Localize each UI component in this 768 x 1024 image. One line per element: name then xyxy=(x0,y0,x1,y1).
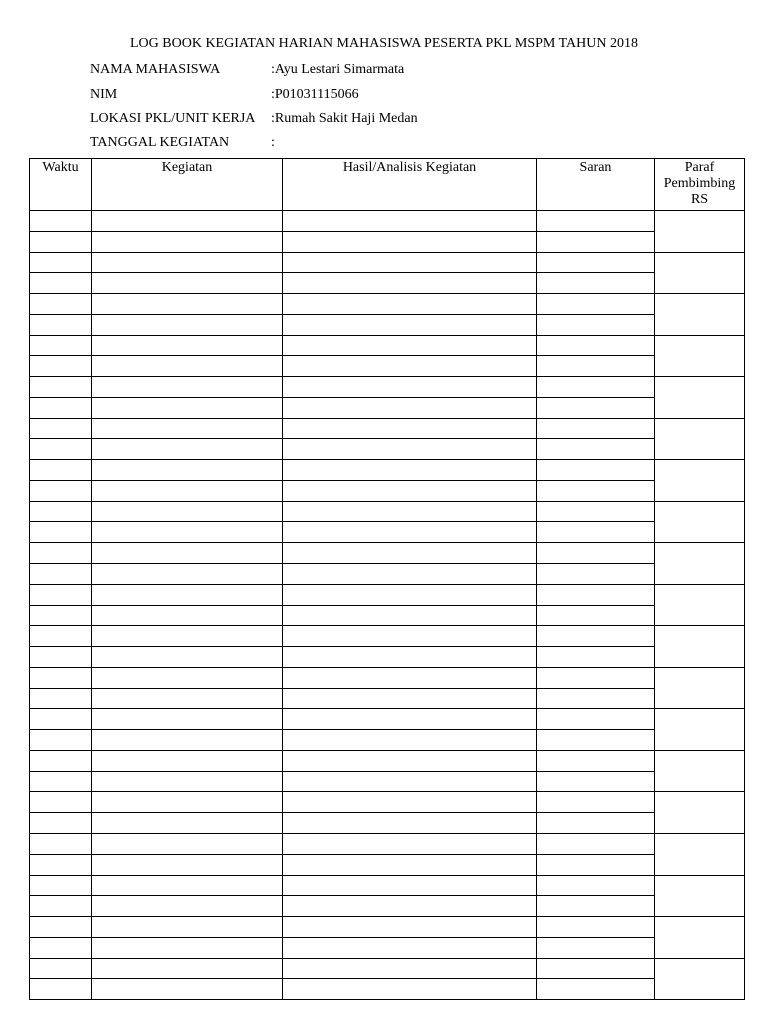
cell-waktu[interactable] xyxy=(30,730,92,751)
cell-hasil[interactable] xyxy=(283,709,537,730)
cell-kegiatan[interactable] xyxy=(92,397,283,418)
cell-hasil[interactable] xyxy=(283,522,537,543)
cell-saran[interactable] xyxy=(537,709,655,730)
table-row xyxy=(30,480,745,501)
cell-waktu[interactable] xyxy=(30,833,92,854)
cell-waktu[interactable] xyxy=(30,397,92,418)
table-row xyxy=(30,667,745,688)
cell-waktu[interactable] xyxy=(30,979,92,1000)
cell-hasil[interactable] xyxy=(283,356,537,377)
table-row xyxy=(30,397,745,418)
table-row xyxy=(30,252,745,273)
cell-saran[interactable] xyxy=(537,730,655,751)
cell-paraf[interactable] xyxy=(655,294,745,336)
header-saran: Saran xyxy=(537,159,655,211)
cell-saran[interactable] xyxy=(537,252,655,273)
table-row xyxy=(30,211,745,232)
table-row xyxy=(30,833,745,854)
cell-waktu[interactable] xyxy=(30,252,92,273)
cell-saran[interactable] xyxy=(537,543,655,564)
table-row xyxy=(30,231,745,252)
table-row xyxy=(30,418,745,439)
cell-hasil[interactable] xyxy=(283,564,537,585)
table-row xyxy=(30,439,745,460)
cell-kegiatan[interactable] xyxy=(92,564,283,585)
cell-saran[interactable] xyxy=(537,356,655,377)
cell-kegiatan[interactable] xyxy=(92,294,283,315)
cell-kegiatan[interactable] xyxy=(92,522,283,543)
table-row xyxy=(30,647,745,668)
cell-hasil[interactable] xyxy=(283,480,537,501)
cell-hasil[interactable] xyxy=(283,252,537,273)
cell-waktu[interactable] xyxy=(30,958,92,979)
cell-waktu[interactable] xyxy=(30,896,92,917)
cell-hasil[interactable] xyxy=(283,979,537,1000)
cell-waktu[interactable] xyxy=(30,501,92,522)
cell-hasil[interactable] xyxy=(283,439,537,460)
table-row xyxy=(30,813,745,834)
cell-saran[interactable] xyxy=(537,273,655,294)
log-table xyxy=(29,158,745,1000)
table-row xyxy=(30,294,745,315)
info-label-nama: NAMA MAHASISWA xyxy=(90,62,221,77)
cell-kegiatan[interactable] xyxy=(92,480,283,501)
cell-hasil[interactable] xyxy=(283,314,537,335)
cell-kegiatan[interactable] xyxy=(92,252,283,273)
cell-saran[interactable] xyxy=(537,314,655,335)
cell-saran[interactable] xyxy=(537,418,655,439)
table-row xyxy=(30,771,745,792)
cell-saran[interactable] xyxy=(537,792,655,813)
table-row xyxy=(30,875,745,896)
cell-saran[interactable] xyxy=(537,397,655,418)
cell-waktu[interactable] xyxy=(30,543,92,564)
cell-saran[interactable] xyxy=(537,501,655,522)
cell-hasil[interactable] xyxy=(283,688,537,709)
cell-paraf[interactable] xyxy=(655,543,745,585)
cell-saran[interactable] xyxy=(537,626,655,647)
cell-kegiatan[interactable] xyxy=(92,854,283,875)
cell-waktu[interactable] xyxy=(30,709,92,730)
cell-saran[interactable] xyxy=(537,480,655,501)
cell-waktu[interactable] xyxy=(30,335,92,356)
cell-kegiatan[interactable] xyxy=(92,356,283,377)
cell-paraf[interactable] xyxy=(655,626,745,668)
cell-waktu[interactable] xyxy=(30,294,92,315)
table-row xyxy=(30,730,745,751)
cell-paraf[interactable] xyxy=(655,750,745,792)
table-body xyxy=(30,211,745,1000)
table-row xyxy=(30,896,745,917)
cell-hasil[interactable] xyxy=(283,335,537,356)
cell-paraf[interactable] xyxy=(655,501,745,543)
cell-hasil[interactable] xyxy=(283,294,537,315)
cell-kegiatan[interactable] xyxy=(92,875,283,896)
header-waktu: Waktu xyxy=(30,159,92,211)
cell-waktu[interactable] xyxy=(30,584,92,605)
cell-waktu[interactable] xyxy=(30,231,92,252)
cell-waktu[interactable] xyxy=(30,917,92,938)
cell-saran[interactable] xyxy=(537,875,655,896)
cell-kegiatan[interactable] xyxy=(92,937,283,958)
cell-hasil[interactable] xyxy=(283,231,537,252)
cell-waktu[interactable] xyxy=(30,813,92,834)
cell-paraf[interactable] xyxy=(655,833,745,875)
table-row xyxy=(30,522,745,543)
cell-paraf[interactable] xyxy=(655,709,745,751)
cell-hasil[interactable] xyxy=(283,273,537,294)
cell-hasil[interactable] xyxy=(283,605,537,626)
table-row xyxy=(30,750,745,771)
cell-paraf[interactable] xyxy=(655,460,745,502)
cell-kegiatan[interactable] xyxy=(92,833,283,854)
table-row xyxy=(30,501,745,522)
cell-waktu[interactable] xyxy=(30,314,92,335)
cell-saran[interactable] xyxy=(537,688,655,709)
cell-waktu[interactable] xyxy=(30,211,92,232)
cell-waktu[interactable] xyxy=(30,522,92,543)
cell-waktu[interactable] xyxy=(30,356,92,377)
cell-kegiatan[interactable] xyxy=(92,688,283,709)
header-paraf: Paraf Pembimbing RS xyxy=(655,159,745,211)
cell-kegiatan[interactable] xyxy=(92,439,283,460)
table-row xyxy=(30,688,745,709)
cell-kegiatan[interactable] xyxy=(92,730,283,751)
cell-saran[interactable] xyxy=(537,439,655,460)
cell-hasil[interactable] xyxy=(283,501,537,522)
cell-kegiatan[interactable] xyxy=(92,377,283,398)
cell-hasil[interactable] xyxy=(283,958,537,979)
table-row xyxy=(30,854,745,875)
cell-paraf[interactable] xyxy=(655,252,745,294)
cell-saran[interactable] xyxy=(537,750,655,771)
cell-kegiatan[interactable] xyxy=(92,958,283,979)
cell-kegiatan[interactable] xyxy=(92,750,283,771)
cell-waktu[interactable] xyxy=(30,626,92,647)
cell-kegiatan[interactable] xyxy=(92,605,283,626)
cell-saran[interactable] xyxy=(537,522,655,543)
table-row xyxy=(30,377,745,398)
cell-saran[interactable] xyxy=(537,771,655,792)
table-row xyxy=(30,314,745,335)
cell-kegiatan[interactable] xyxy=(92,335,283,356)
cell-waktu[interactable] xyxy=(30,564,92,585)
cell-kegiatan[interactable] xyxy=(92,418,283,439)
table-row xyxy=(30,979,745,1000)
cell-saran[interactable] xyxy=(537,854,655,875)
info-value-lokasi: :Rumah Sakit Haji Medan xyxy=(271,111,418,126)
cell-hasil[interactable] xyxy=(283,813,537,834)
table-row xyxy=(30,273,745,294)
info-value-nama: :Ayu Lestari Simarmata xyxy=(271,62,405,77)
cell-kegiatan[interactable] xyxy=(92,979,283,1000)
cell-saran[interactable] xyxy=(537,896,655,917)
cell-paraf[interactable] xyxy=(655,211,745,253)
cell-kegiatan[interactable] xyxy=(92,813,283,834)
cell-paraf[interactable] xyxy=(655,667,745,709)
cell-saran[interactable] xyxy=(537,979,655,1000)
cell-kegiatan[interactable] xyxy=(92,211,283,232)
cell-saran[interactable] xyxy=(537,460,655,481)
cell-hasil[interactable] xyxy=(283,418,537,439)
document-title: LOG BOOK KEGIATAN HARIAN MAHASISWA PESERTA PKL MSPM TAHUN 2018 xyxy=(130,36,638,51)
cell-hasil[interactable] xyxy=(283,917,537,938)
cell-waktu[interactable] xyxy=(30,377,92,398)
info-label-tanggal: TANGGAL KEGIATAN xyxy=(90,135,230,150)
table-row xyxy=(30,335,745,356)
cell-waktu[interactable] xyxy=(30,792,92,813)
table-row xyxy=(30,584,745,605)
cell-hasil[interactable] xyxy=(283,730,537,751)
cell-hasil[interactable] xyxy=(283,647,537,668)
cell-paraf[interactable] xyxy=(655,418,745,460)
table-row xyxy=(30,564,745,585)
cell-kegiatan[interactable] xyxy=(92,896,283,917)
cell-saran[interactable] xyxy=(537,335,655,356)
cell-saran[interactable] xyxy=(537,605,655,626)
info-value-nim: :P01031115066 xyxy=(271,87,359,102)
cell-paraf[interactable] xyxy=(655,917,745,959)
cell-hasil[interactable] xyxy=(283,875,537,896)
cell-waktu[interactable] xyxy=(30,771,92,792)
cell-waktu[interactable] xyxy=(30,605,92,626)
cell-paraf[interactable] xyxy=(655,377,745,419)
cell-waktu[interactable] xyxy=(30,688,92,709)
cell-kegiatan[interactable] xyxy=(92,647,283,668)
cell-hasil[interactable] xyxy=(283,792,537,813)
cell-saran[interactable] xyxy=(537,958,655,979)
cell-hasil[interactable] xyxy=(283,833,537,854)
cell-saran[interactable] xyxy=(537,377,655,398)
cell-paraf[interactable] xyxy=(655,335,745,377)
cell-saran[interactable] xyxy=(537,647,655,668)
cell-waktu[interactable] xyxy=(30,460,92,481)
cell-waktu[interactable] xyxy=(30,750,92,771)
cell-paraf[interactable] xyxy=(655,875,745,917)
cell-hasil[interactable] xyxy=(283,211,537,232)
cell-kegiatan[interactable] xyxy=(92,231,283,252)
cell-hasil[interactable] xyxy=(283,377,537,398)
table-row xyxy=(30,917,745,938)
cell-hasil[interactable] xyxy=(283,460,537,481)
table-row xyxy=(30,709,745,730)
cell-saran[interactable] xyxy=(537,211,655,232)
cell-paraf[interactable] xyxy=(655,792,745,834)
cell-hasil[interactable] xyxy=(283,397,537,418)
cell-hasil[interactable] xyxy=(283,896,537,917)
cell-waktu[interactable] xyxy=(30,647,92,668)
cell-waktu[interactable] xyxy=(30,875,92,896)
cell-waktu[interactable] xyxy=(30,854,92,875)
cell-waktu[interactable] xyxy=(30,273,92,294)
cell-kegiatan[interactable] xyxy=(92,460,283,481)
cell-kegiatan[interactable] xyxy=(92,709,283,730)
cell-paraf[interactable] xyxy=(655,958,745,1000)
cell-saran[interactable] xyxy=(537,294,655,315)
cell-hasil[interactable] xyxy=(283,626,537,647)
info-value-tanggal: : xyxy=(271,135,275,150)
header-kegiatan: Kegiatan xyxy=(92,159,283,211)
table-row xyxy=(30,792,745,813)
cell-saran[interactable] xyxy=(537,564,655,585)
cell-hasil[interactable] xyxy=(283,771,537,792)
cell-hasil[interactable] xyxy=(283,584,537,605)
table-row xyxy=(30,356,745,377)
cell-waktu[interactable] xyxy=(30,937,92,958)
cell-hasil[interactable] xyxy=(283,543,537,564)
cell-kegiatan[interactable] xyxy=(92,792,283,813)
cell-waktu[interactable] xyxy=(30,439,92,460)
cell-kegiatan[interactable] xyxy=(92,626,283,647)
cell-waktu[interactable] xyxy=(30,667,92,688)
table-row xyxy=(30,543,745,564)
cell-kegiatan[interactable] xyxy=(92,501,283,522)
cell-waktu[interactable] xyxy=(30,480,92,501)
cell-saran[interactable] xyxy=(537,813,655,834)
table-header-row xyxy=(30,159,745,211)
table-row xyxy=(30,958,745,979)
cell-saran[interactable] xyxy=(537,917,655,938)
cell-kegiatan[interactable] xyxy=(92,314,283,335)
cell-saran[interactable] xyxy=(537,833,655,854)
cell-waktu[interactable] xyxy=(30,418,92,439)
table-row xyxy=(30,605,745,626)
info-label-lokasi: LOKASI PKL/UNIT KERJA xyxy=(90,111,256,126)
cell-kegiatan[interactable] xyxy=(92,917,283,938)
cell-saran[interactable] xyxy=(537,584,655,605)
info-label-nim: NIM xyxy=(90,87,118,102)
cell-hasil[interactable] xyxy=(283,937,537,958)
cell-kegiatan[interactable] xyxy=(92,771,283,792)
table-row xyxy=(30,937,745,958)
cell-hasil[interactable] xyxy=(283,854,537,875)
table-row xyxy=(30,460,745,481)
cell-kegiatan[interactable] xyxy=(92,543,283,564)
cell-kegiatan[interactable] xyxy=(92,667,283,688)
cell-saran[interactable] xyxy=(537,937,655,958)
cell-kegiatan[interactable] xyxy=(92,273,283,294)
cell-paraf[interactable] xyxy=(655,584,745,626)
header-hasil: Hasil/Analisis Kegiatan xyxy=(283,159,537,211)
cell-hasil[interactable] xyxy=(283,667,537,688)
cell-kegiatan[interactable] xyxy=(92,584,283,605)
cell-saran[interactable] xyxy=(537,667,655,688)
cell-saran[interactable] xyxy=(537,231,655,252)
cell-hasil[interactable] xyxy=(283,750,537,771)
table-row xyxy=(30,626,745,647)
